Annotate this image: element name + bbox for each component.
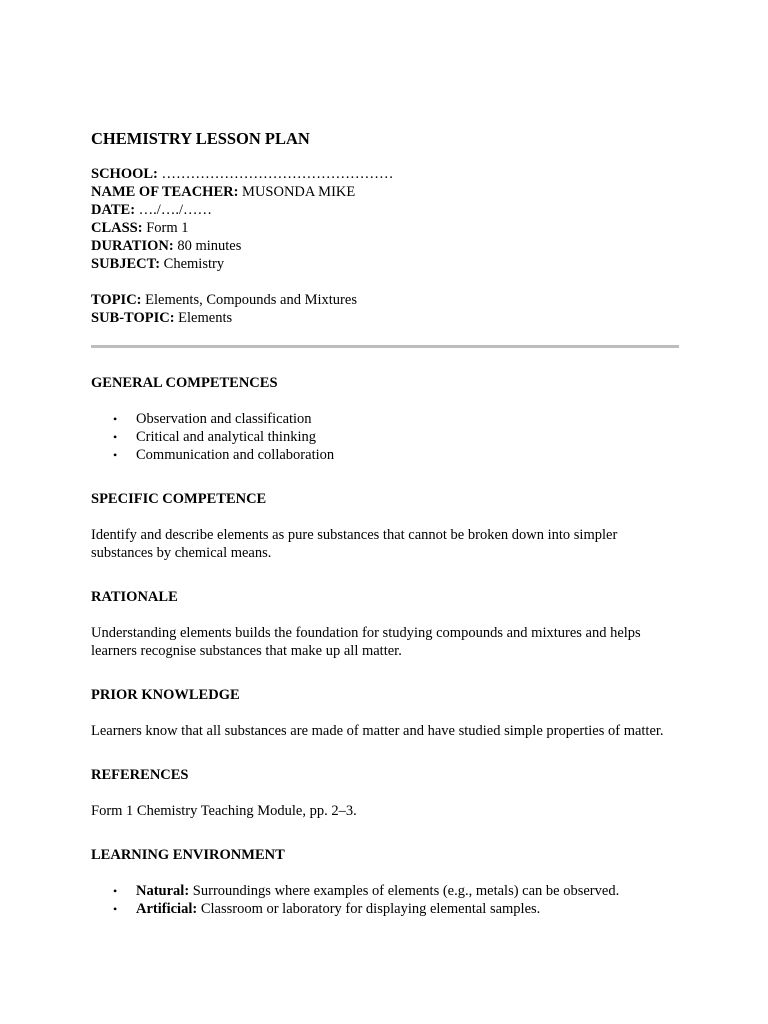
section-heading: PRIOR KNOWLEDGE [91, 687, 240, 703]
section-heading: GENERAL COMPETENCES [91, 375, 278, 391]
list-item [113, 446, 679, 464]
info-value: ………………………………………… [161, 166, 394, 182]
bullet-icon: • [113, 884, 118, 898]
section-references [91, 766, 679, 820]
info-value: …./…./…… [138, 202, 212, 218]
horizontal-divider [91, 345, 679, 348]
info-topic [91, 291, 679, 309]
list-item-text: Communication and collaboration [136, 447, 335, 463]
section-rationale [91, 588, 679, 660]
section-heading: REFERENCES [91, 767, 189, 783]
info-label: SUB-TOPIC: [91, 310, 175, 326]
info-teacher [91, 183, 679, 201]
document-title: CHEMISTRY LESSON PLAN [91, 129, 310, 148]
list-item [113, 428, 679, 446]
lesson-plan [91, 128, 679, 918]
section-heading: SPECIFIC COMPETENCE [91, 491, 267, 507]
list-item-text: Classroom or laboratory for displaying elemental samples. [200, 901, 541, 917]
info-value: 80 minutes [177, 238, 242, 254]
info-duration [91, 237, 679, 255]
section-paragraph: Learners know that all substances are made of matter and have studied simple properties of matter. [91, 723, 664, 739]
info-date [91, 201, 679, 219]
info-label: DURATION: [91, 238, 174, 254]
list-item-label: Artificial: [136, 901, 198, 917]
list-item-text: Surroundings where examples of elements (e.g., metals) can be observed. [192, 883, 620, 899]
section-general-competences [91, 374, 679, 464]
info-label: SCHOOL: [91, 166, 158, 182]
bullet-icon: • [113, 448, 118, 462]
info-label: DATE: [91, 202, 136, 218]
section-paragraph: Understanding elements builds the foundation for studying compounds and mixtures and helps learners recognise substances that make up all matter. [91, 625, 641, 659]
list-item [113, 410, 679, 428]
section-heading: RATIONALE [91, 589, 178, 605]
lesson-info [91, 165, 679, 273]
info-label: TOPIC: [91, 292, 142, 308]
list-item [113, 900, 679, 918]
list-item [113, 882, 679, 900]
info-label: CLASS: [91, 220, 143, 236]
info-school [91, 165, 679, 183]
section-heading: LEARNING ENVIRONMENT [91, 847, 285, 863]
info-value: Chemistry [163, 256, 225, 272]
info-subject [91, 255, 679, 273]
list-item-label: Natural: [136, 883, 190, 899]
topic-info [91, 291, 679, 327]
info-value: Elements [178, 310, 233, 326]
section-paragraph: Form 1 Chemistry Teaching Module, pp. 2–3. [91, 803, 357, 819]
section-paragraph: Identify and describe elements as pure substances that cannot be broken down into simpler substances by chemical means. [91, 527, 618, 561]
list-item-text: Critical and analytical thinking [136, 429, 316, 445]
info-class [91, 219, 679, 237]
info-label: SUBJECT: [91, 256, 161, 272]
environment-list [91, 882, 679, 918]
list-item-text: Observation and classification [136, 411, 312, 427]
competences-list [91, 410, 679, 464]
bullet-icon: • [113, 430, 118, 444]
section-specific-competence [91, 490, 679, 562]
bullet-icon: • [113, 902, 118, 916]
bullet-icon: • [113, 412, 118, 426]
info-value: Form 1 [146, 220, 189, 236]
info-value: Elements, Compounds and Mixtures [145, 292, 357, 308]
section-learning-environment [91, 846, 679, 918]
info-sub-topic [91, 309, 679, 327]
info-label: NAME OF TEACHER: [91, 184, 239, 200]
section-prior-knowledge [91, 686, 679, 740]
info-value: MUSONDA MIKE [242, 184, 356, 200]
